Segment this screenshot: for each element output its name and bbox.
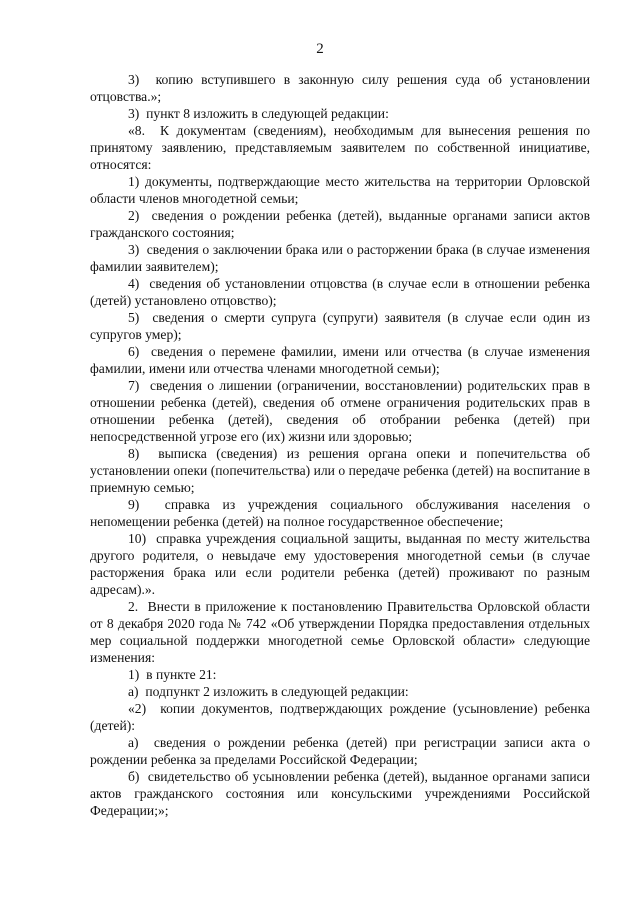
paragraph: 8) выписка (сведения) из решения органа опеки и попечительства об установлении опеки (попечительства) или о передаче ребенка (детей) на воспитание в приемную семью; (90, 446, 590, 495)
paragraph: 3) пункт 8 изложить в следующей редакции: (128, 106, 389, 121)
paragraph: 3) копию вступившего в законную силу решения суда об установлении отцовства.»; (90, 72, 590, 104)
paragraph: 7) сведения о лишении (ограничении, восстановлении) родительских прав в отношении ребенка (детей), сведения об отмене ограничения родительских прав в отношении ребенка (детей), сведения об отобрании ребенка (детей) при непосредственной угрозе его (их) жизни или здоровью; (90, 378, 590, 444)
document-body (90, 71, 590, 819)
paragraph: «2) копии документов, подтверждающих рождение (усыновление) ребенка (детей): (90, 701, 590, 733)
paragraph: а) сведения о рождении ребенка (детей) при регистрации записи акта о рождении ребенка за пределами Российской Федерации; (90, 735, 590, 767)
paragraph: «8. К документам (сведениям), необходимым для вынесения решения по принятому заявлению, представляемым заявителем по собственной инициативе, относятся: (90, 123, 590, 172)
paragraph: 4) сведения об установлении отцовства (в случае если в отношении ребенка (детей) установлено отцовство); (90, 276, 590, 308)
paragraph: 1) документы, подтверждающие место жительства на территории Орловской области членов многодетной семьи; (90, 174, 590, 206)
paragraph: 1) в пункте 21: (128, 667, 217, 682)
paragraph: а) подпункт 2 изложить в следующей редакции: (128, 684, 409, 699)
paragraph: 2) сведения о рождении ребенка (детей), выданные органами записи актов гражданского состояния; (90, 208, 590, 240)
paragraph: 2. Внести в приложение к постановлению Правительства Орловской области от 8 декабря 2020 года № 742 «Об утверждении Порядка предоставления отдельных мер социальной поддержки многодетной семье Орловской области» следующие изменения: (90, 599, 590, 665)
paragraph: 5) сведения о смерти супруга (супруги) заявителя (в случае если один из супругов умер); (90, 310, 590, 342)
paragraph: 9) справка из учреждения социального обслуживания населения о непомещении ребенка (детей) на полное государственное обеспечение; (90, 497, 590, 529)
paragraph: 3) сведения о заключении брака или о расторжении брака (в случае изменения фамилии заявителем); (90, 242, 590, 274)
paragraph: б) свидетельство об усыновлении ребенка (детей), выданное органами записи актов гражданского состояния или консульскими учреждениями Российской Федерации;»; (90, 769, 590, 818)
paragraph: 6) сведения о перемене фамилии, имени или отчества (в случае изменения фамилии, имени или отчества членами многодетной семьи); (90, 344, 590, 376)
page-number: 2 (316, 41, 324, 57)
paragraph: 10) справка учреждения социальной защиты, выданная по месту жительства другого родителя, о невыдаче ему удостоверения многодетной семьи (в случае расторжения брака или если родители ребенка (детей) проживают по разным адресам).». (90, 531, 590, 597)
